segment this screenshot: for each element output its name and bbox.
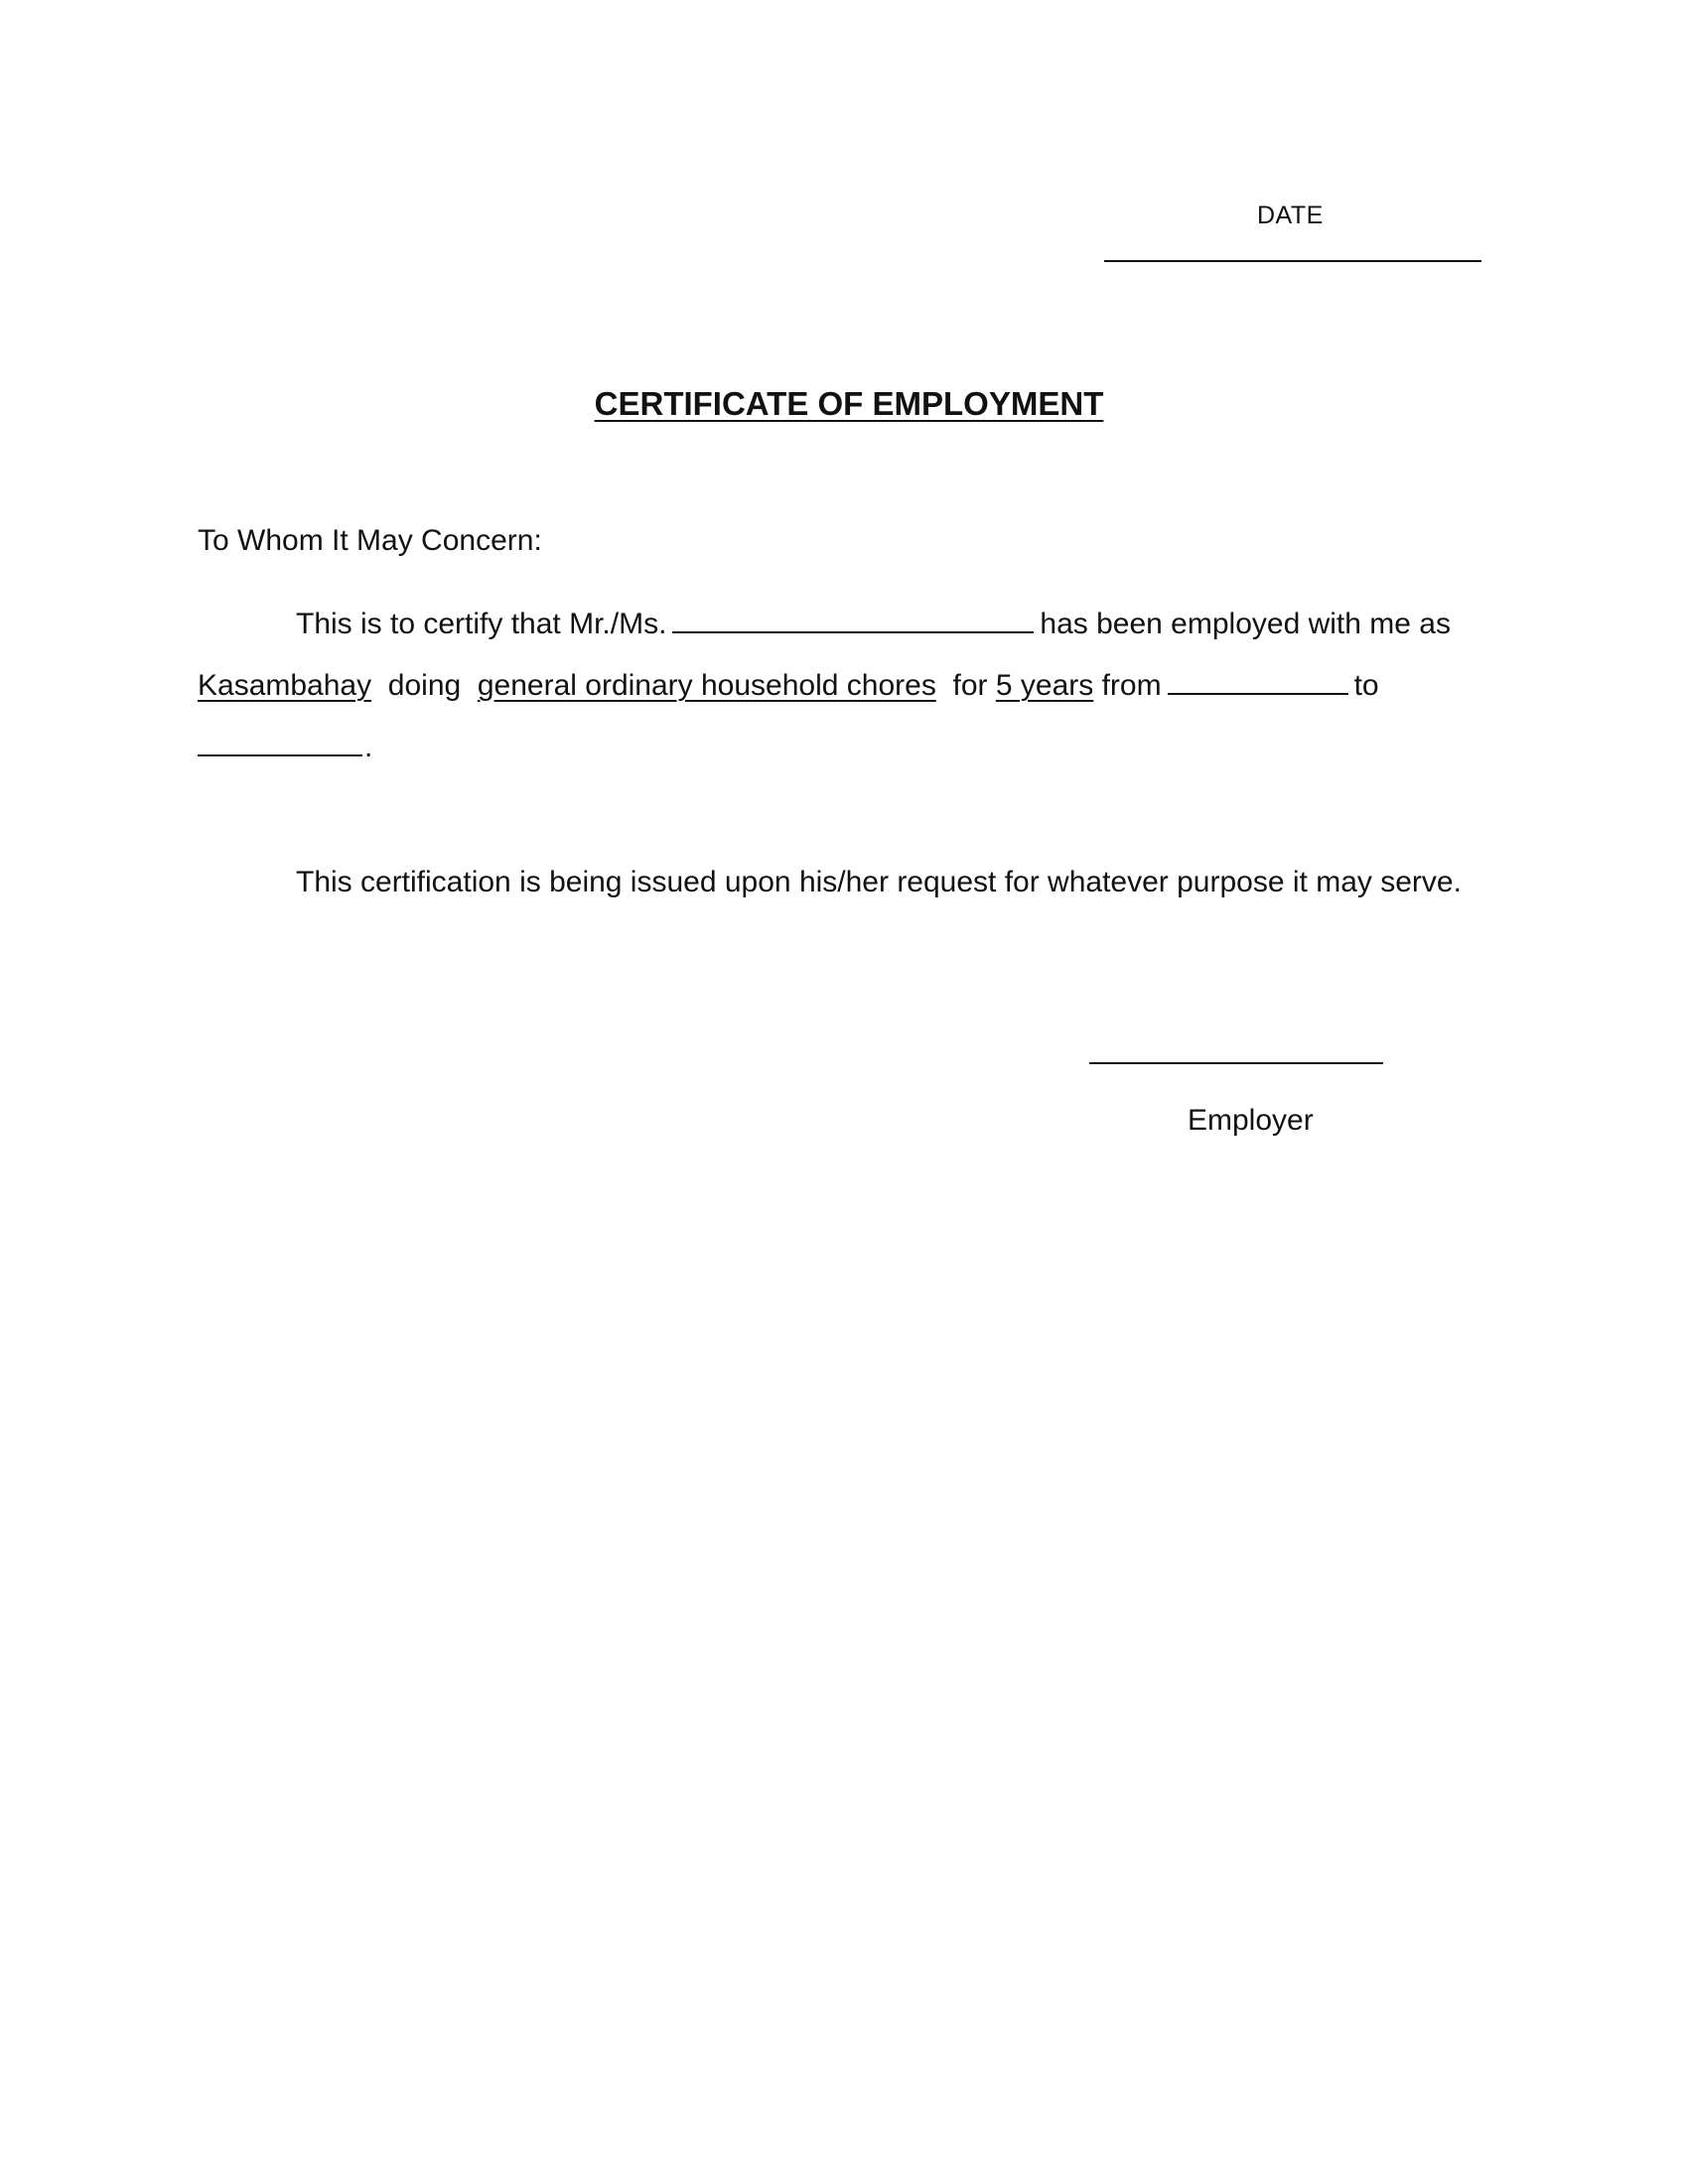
greeting: To Whom It May Concern: bbox=[198, 524, 542, 557]
employee-name-blank[interactable] bbox=[672, 604, 1034, 633]
date-blank-line[interactable] bbox=[1104, 260, 1481, 262]
paragraph1-line1 bbox=[296, 604, 1451, 641]
employed-text: has been employed with me as bbox=[1040, 608, 1451, 640]
position-value: Kasambahay bbox=[198, 669, 372, 702]
date-label: DATE bbox=[1257, 202, 1324, 229]
end-punctuation: . bbox=[364, 731, 373, 763]
paragraph2: This certification is being issued upon his/her request for whatever purpose it may serve. bbox=[296, 866, 1462, 898]
to-date-blank[interactable] bbox=[198, 727, 362, 756]
doing-text: doing bbox=[387, 669, 462, 702]
intro-text: This is to certify that Mr./Ms. bbox=[296, 608, 667, 640]
for-text: for bbox=[952, 669, 988, 702]
document-title bbox=[0, 385, 1688, 423]
duration-value: 5 years bbox=[995, 669, 1094, 702]
employer-label: Employer bbox=[1188, 1104, 1314, 1137]
from-text: from bbox=[1101, 669, 1162, 702]
paragraph1-line2 bbox=[198, 665, 1379, 703]
signature-line[interactable] bbox=[1089, 1062, 1383, 1064]
duties-value: general ordinary household chores bbox=[477, 669, 936, 702]
document-title-text: CERTIFICATE OF EMPLOYMENT bbox=[594, 385, 1104, 422]
from-date-blank[interactable] bbox=[1168, 665, 1348, 695]
to-text: to bbox=[1353, 669, 1379, 702]
paragraph1-line3 bbox=[198, 727, 372, 764]
